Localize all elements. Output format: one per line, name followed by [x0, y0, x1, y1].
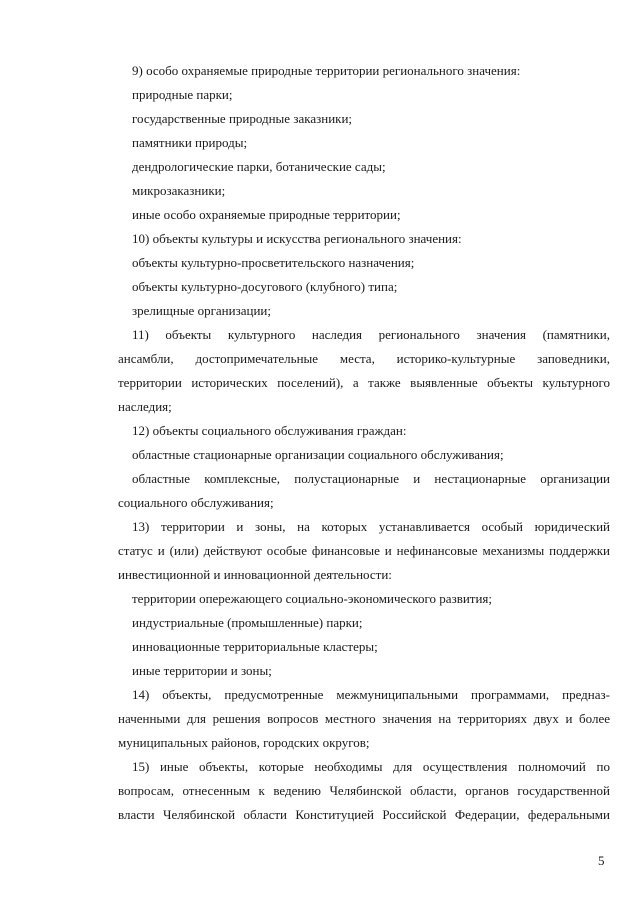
text-line: 11) объекты культурного наследия регионального значения (памятники,: [132, 327, 610, 342]
text-line: статус и (или) действуют особые финансовые и нефинансовые механизмы поддержки: [118, 543, 610, 558]
text-line: 12) объекты социального обслуживания граждан:: [132, 423, 407, 438]
text-line: памятники природы;: [132, 135, 248, 150]
page-number: 5: [598, 853, 605, 868]
text-line: областные стационарные организации социального обслуживания;: [132, 447, 504, 462]
text-line: территории опережающего социально-экономического развития;: [132, 591, 493, 606]
text-line: территории исторических поселений), а также выявленные объекты культурного: [118, 375, 610, 390]
text-line: наследия;: [118, 399, 172, 414]
text-line: микрозаказники;: [132, 183, 226, 198]
text-line: 13) территории и зоны, на которых устанавливается особый юридический: [132, 519, 610, 534]
text-line: социального обслуживания;: [118, 495, 274, 510]
text-line: власти Челябинской области Конституцией Российской Федерации, федеральными: [118, 807, 610, 822]
text-line: 14) объекты, предусмотренные межмуниципальными программами, предназ-: [132, 687, 610, 702]
document-body: [118, 59, 610, 827]
text-line: индустриальные (промышленные) парки;: [132, 615, 363, 630]
text-line: наченными для решения вопросов местного значения на территориях двух и более: [118, 711, 610, 726]
text-line: вопросам, отнесенным к ведению Челябинской области, органов государственной: [118, 783, 610, 798]
text-line: инновационные территориальные кластеры;: [132, 639, 378, 654]
text-line: зрелищные организации;: [132, 303, 271, 318]
text-line: муниципальных районов, городских округов;: [118, 735, 370, 750]
text-line: областные комплексные, полустационарные и нестационарные организации: [132, 471, 610, 486]
text-line: 10) объекты культуры и искусства регионального значения:: [132, 231, 462, 246]
text-line: дендрологические парки, ботанические сады;: [132, 159, 386, 174]
text-line: объекты культурно-досугового (клубного) типа;: [132, 279, 398, 294]
text-line: 9) особо охраняемые природные территории регионального значения:: [132, 63, 521, 78]
text-line: природные парки;: [132, 87, 233, 102]
text-line: 15) иные объекты, которые необходимы для осуществления полномочий по: [132, 759, 610, 774]
text-line: объекты культурно-просветительского назначения;: [132, 255, 415, 270]
text-line: иные особо охраняемые природные территории;: [132, 207, 401, 222]
text-line: государственные природные заказники;: [132, 111, 353, 126]
text-line: инвестиционной и инновационной деятельности:: [118, 567, 392, 582]
text-line: иные территории и зоны;: [132, 663, 272, 678]
text-line: ансамбли, достопримечательные места, историко-культурные заповедники,: [118, 351, 610, 366]
